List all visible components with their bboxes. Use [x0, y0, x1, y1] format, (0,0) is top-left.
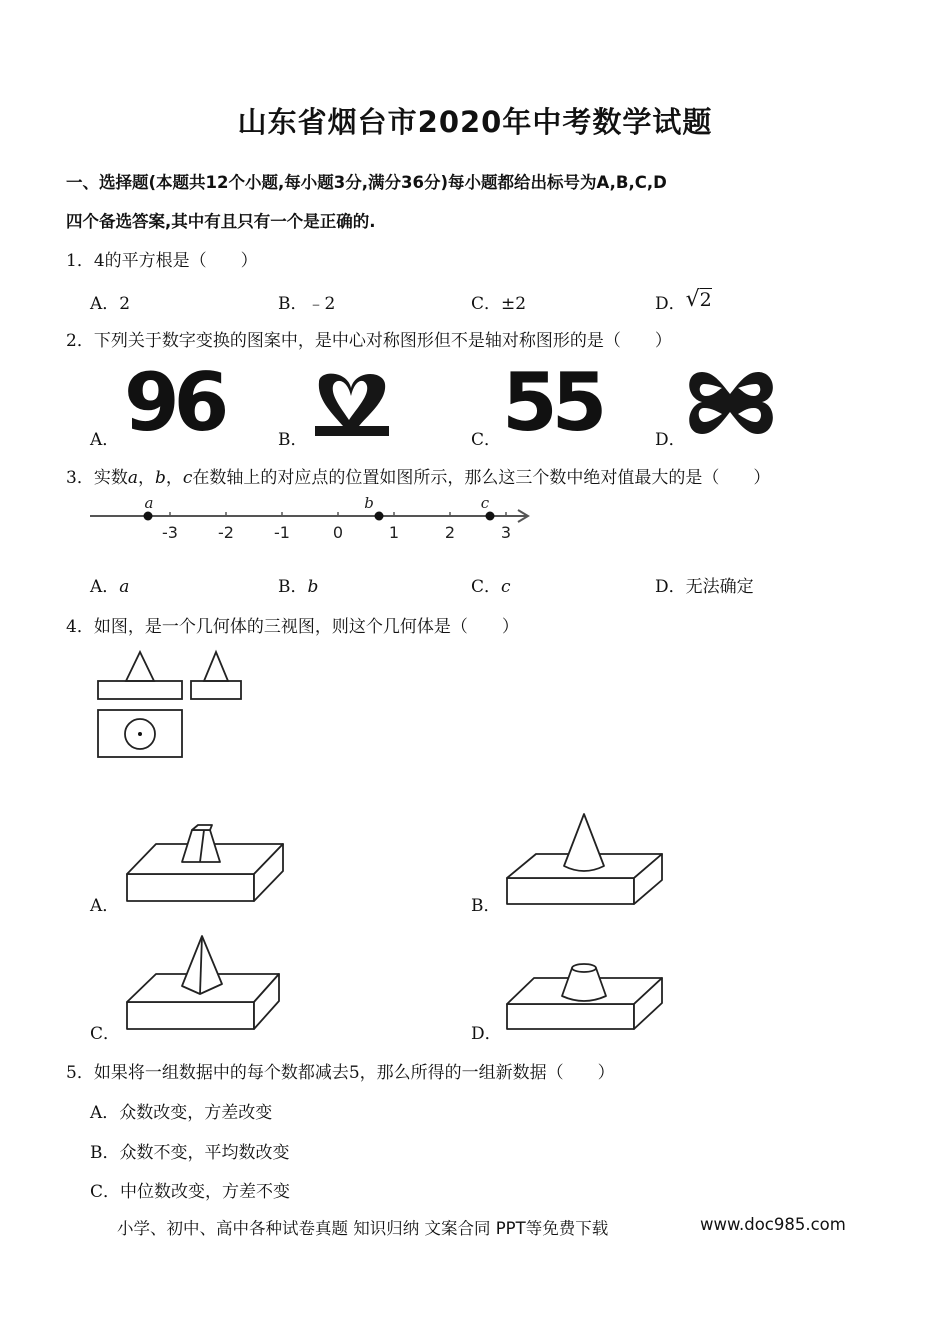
q3-var-a: a: [127, 468, 138, 488]
q5-stem: 5．如果将一组数据中的每个数都减去5，那么所得的一组新数据（ ）: [66, 1063, 615, 1083]
point-label-c: c: [480, 494, 490, 512]
prism-front: [127, 874, 254, 901]
q1-option-b: B．﹣2: [278, 294, 336, 314]
top-view-center-dot: [138, 732, 142, 736]
q4-solid-d: [506, 956, 666, 1036]
point-label-b: b: [364, 494, 374, 512]
number-line: [90, 496, 540, 546]
q4-solid-b: [506, 810, 666, 910]
tick-label-1: 1: [388, 523, 400, 542]
q2-option-b: B．: [278, 430, 308, 450]
footer-text: 小学、初中、高中各种试卷真题 知识归纳 文案合同 PPT等免费下载: [117, 1219, 609, 1238]
q3-var-c: c: [182, 468, 193, 488]
prism-front: [507, 878, 634, 904]
front-view-triangle: [126, 652, 154, 681]
q5-option-b: B．众数不变，平均数改变: [90, 1143, 290, 1163]
q5-option-a: A．众数改变，方差改变: [90, 1103, 273, 1123]
q3-option-b: [278, 572, 318, 597]
q5-option-c: C．中位数改变，方差不变: [90, 1182, 291, 1202]
prism-front: [127, 1002, 254, 1029]
sqrt-symbol: √2: [685, 287, 712, 312]
footer-url[interactable]: www.doc985.com: [700, 1215, 846, 1234]
cone: [564, 814, 604, 871]
front-view-base: [98, 681, 182, 699]
q1-option-a: A．2: [90, 294, 131, 314]
q4-option-d: D．: [471, 1024, 502, 1044]
q2-figure-b: [311, 370, 401, 440]
q4-solid-a: [126, 822, 286, 902]
q2-figure-96: 96: [124, 356, 224, 449]
q3-option-b-var: b: [307, 577, 319, 597]
q3-option-c-var: c: [501, 577, 511, 597]
section-header-line1: 一、选择题(本题共12个小题,每小题3分,满分36分)每小题都给出标号为A,B,C,D: [66, 173, 667, 192]
q4-stem: 4．如图，是一个几何体的三视图，则这个几何体是（ ）: [66, 617, 519, 637]
q4-option-b: B．: [471, 896, 501, 916]
q3-option-c: [471, 572, 511, 597]
q3-var-b: b: [154, 468, 166, 488]
q2-option-c: C．: [471, 430, 502, 450]
q2-figure-d: [688, 368, 778, 440]
three-view-diagram: [96, 648, 256, 768]
q3-stem-start: 3．实数: [66, 468, 128, 488]
q1-option-d-prefix: D．: [655, 294, 686, 314]
q1-radicand: 2: [699, 289, 712, 311]
tick-label-2: 2: [444, 523, 456, 542]
q1-option-d: [655, 289, 712, 315]
q2-option-a: A．: [90, 430, 120, 450]
tick-label-0: 0: [332, 523, 344, 542]
tick-label-minus2: -2: [218, 523, 234, 542]
q4-solid-c: [126, 934, 286, 1034]
section-header-line2: 四个备选答案,其中有且只有一个是正确的.: [66, 212, 376, 231]
q3-stem: [66, 463, 770, 488]
point-label-a: a: [144, 494, 154, 512]
tick-label-3: 3: [500, 523, 512, 542]
q4-option-c: C．: [90, 1024, 121, 1044]
side-view-base: [191, 681, 241, 699]
frustum-top: [192, 825, 212, 830]
truncated-cone-top: [572, 964, 596, 972]
q3-stem-end: 在数轴上的对应点的位置如图所示，那么这三个数中绝对值最大的是（ ）: [192, 468, 771, 488]
point-a: [144, 512, 153, 521]
q2-option-d: D．: [655, 430, 686, 450]
q3-option-b-prefix: B．: [278, 577, 308, 597]
q1-option-c: C．±2: [471, 294, 527, 314]
side-view-triangle: [204, 652, 228, 681]
point-c: [486, 512, 495, 521]
q3-option-d: D．无法确定: [655, 577, 754, 597]
point-b: [375, 512, 384, 521]
q2-stem: 2．下列关于数字变换的图案中，是中心对称图形但不是轴对称图形的是（ ）: [66, 331, 672, 351]
q3-option-a-prefix: A．: [90, 577, 120, 597]
q3-sep-1: ，: [137, 468, 155, 488]
prism-front: [507, 1004, 634, 1029]
page-title: 山东省烟台市2020年中考数学试题: [237, 105, 713, 139]
q3-option-a: [90, 572, 129, 597]
q2-figure-55: 55: [502, 356, 602, 449]
q3-sep-2: ，: [165, 468, 183, 488]
tick-label-minus3: -3: [162, 523, 178, 542]
q3-option-c-prefix: C．: [471, 577, 502, 597]
q4-option-a: A．: [90, 896, 120, 916]
tick-label-minus1: -1: [274, 523, 290, 542]
q1-stem: 1．4的平方根是（ ）: [66, 251, 258, 271]
q3-option-a-var: a: [119, 577, 130, 597]
